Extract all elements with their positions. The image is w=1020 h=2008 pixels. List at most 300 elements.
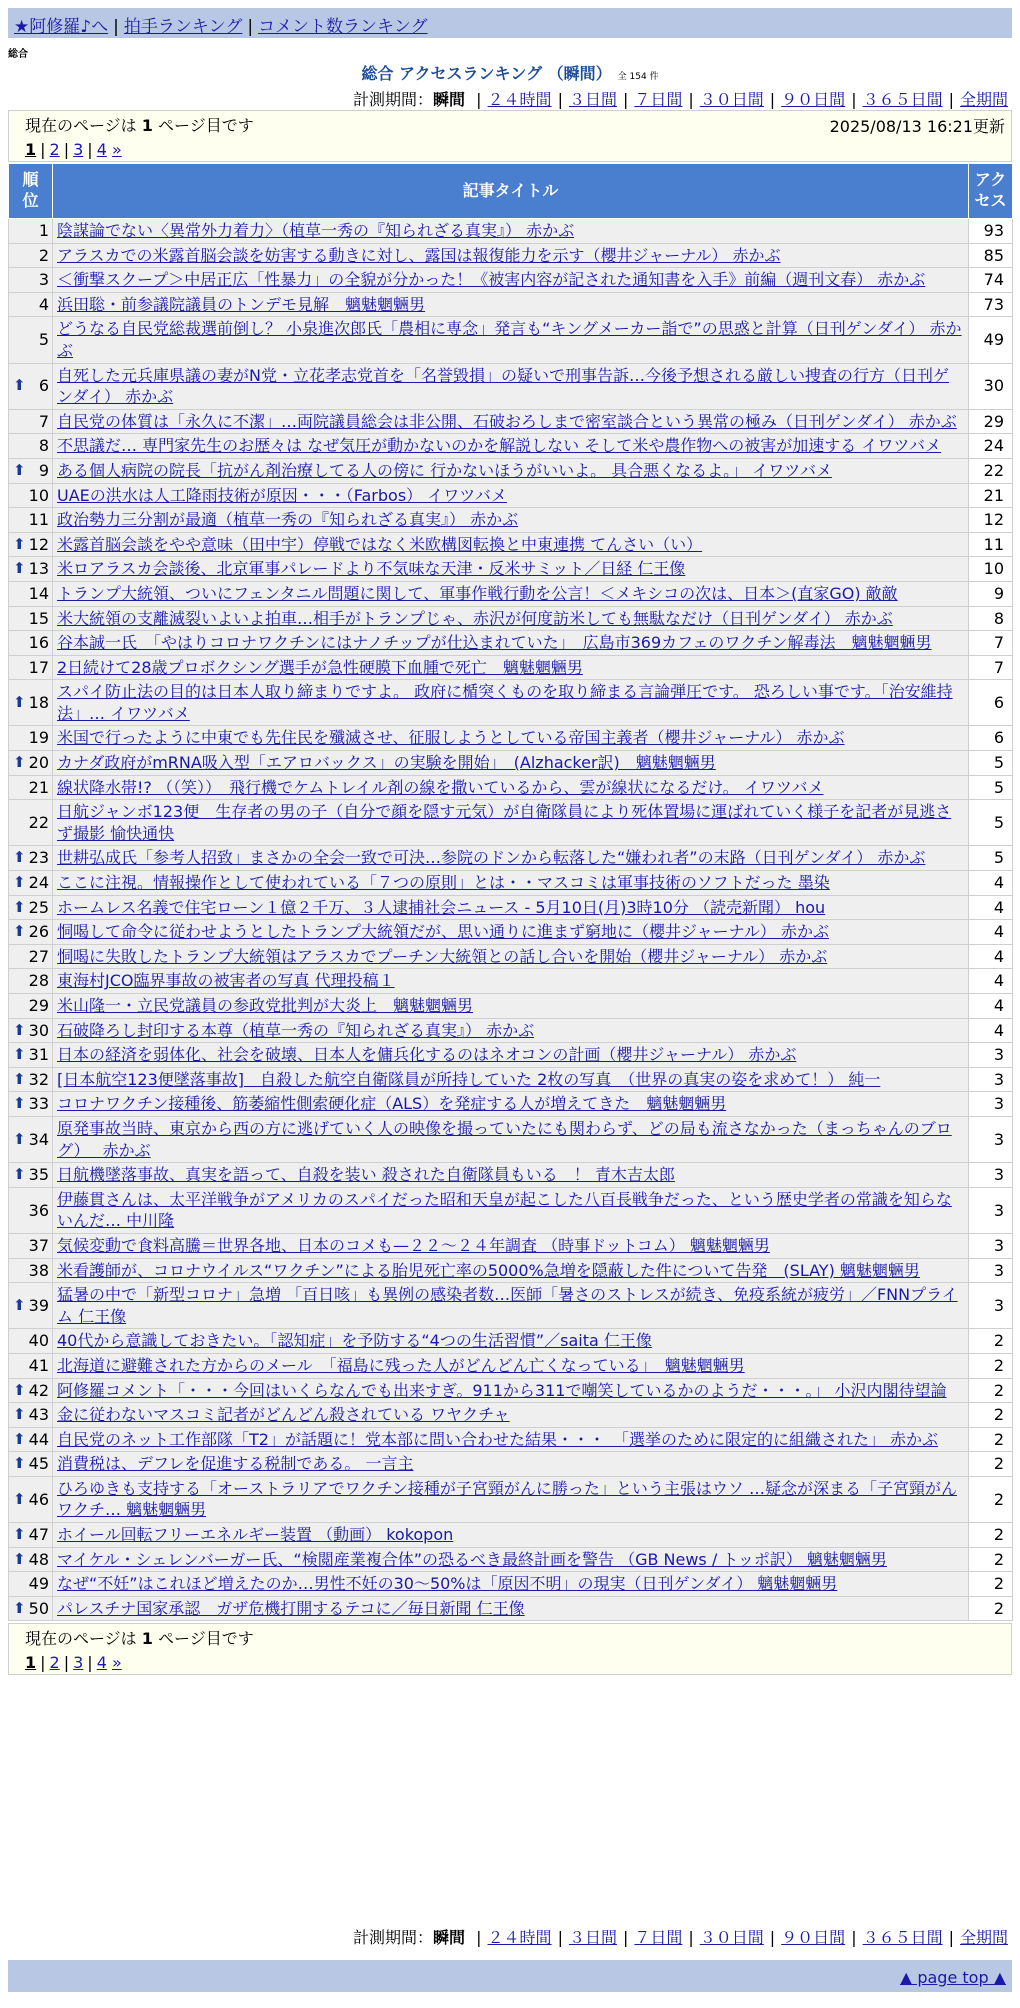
rank-number: 41 — [28, 1355, 49, 1375]
up-arrow-icon: ⬆ — [13, 693, 26, 712]
rank-cell — [9, 1403, 53, 1428]
ranking-body — [9, 219, 1013, 1621]
rank-cell — [9, 409, 53, 434]
table-row — [9, 895, 1013, 920]
article-link[interactable]: アラスカでの米露首脳会談を妨害する動きに対し、露国は報復能力を示す（櫻井ジャーナル） 赤かぶ — [57, 245, 781, 265]
access-count: 2 — [969, 1353, 1013, 1378]
article-link[interactable]: 金に従わないマスコミ記者がどんどん殺されている ワヤクチャ — [57, 1405, 510, 1425]
table-row — [9, 268, 1013, 293]
article-link[interactable]: マイケル・シェレンバーガー氏、“検閲産業複合体”の恐るべき最終計画を警告 （GB News / トッポ訳） 魑魅魍魎男 — [57, 1549, 887, 1569]
rank-cell — [9, 655, 53, 680]
period-option-link[interactable]: ９０日間 — [781, 1928, 846, 1947]
access-count: 9 — [969, 581, 1013, 606]
period-option-link[interactable]: ２４時間 — [487, 1928, 552, 1947]
title-cell — [53, 1452, 969, 1477]
rank-number: 25 — [28, 897, 49, 917]
rank-number: 7 — [38, 411, 49, 431]
period-option-link[interactable]: ２４時間 — [487, 90, 552, 109]
title-cell — [53, 292, 969, 317]
table-row — [9, 775, 1013, 800]
table-row — [9, 1329, 1013, 1354]
rank-cell — [9, 268, 53, 293]
rank-cell — [9, 434, 53, 459]
period-label: 計測期間： — [353, 1928, 434, 1947]
pager-page-link[interactable]: 2 — [49, 1653, 60, 1672]
title-cell — [53, 871, 969, 896]
title-cell — [53, 1018, 969, 1043]
title-cell — [53, 363, 969, 409]
article-link[interactable]: なぜ“不妊”はこれほど増えたのか…男性不妊の30～50%は「原因不明」の現実（日刊ゲンダイ） 魑魅魍魎男 — [57, 1574, 838, 1594]
rank-number: 26 — [28, 922, 49, 942]
updated-timestamp: 2025/08/13 16:21更新 — [829, 117, 1005, 136]
up-arrow-icon: ⬆ — [13, 376, 26, 395]
rank-number: 30 — [28, 1020, 49, 1040]
article-link[interactable]: 伊藤貫さんは、太平洋戦争がアメリカのスパイだった昭和天皇が起こした八百長戦争だった、という歴史学者の常識を知らないんだ… 中川隆 — [57, 1189, 952, 1231]
table-row — [9, 1067, 1013, 1092]
article-link[interactable]: 原発事故当時、東京から西の方に逃げていく人の映像を撮っていたにも関わらず、どの局も流さなかった（まっちゃんのブログ） 赤かぶ — [57, 1118, 952, 1160]
rank-number: 31 — [28, 1045, 49, 1065]
table-row — [9, 1187, 1013, 1233]
title-cell — [53, 775, 969, 800]
rank-number: 28 — [28, 971, 49, 991]
period-option-link[interactable]: 全期間 — [959, 1928, 1008, 1947]
article-link[interactable]: 2日続けて28歳プロボクシング選手が急性硬膜下血腫で死亡 魑魅魍魎男 — [57, 657, 583, 677]
title-cell — [53, 1092, 969, 1117]
rank-cell — [9, 994, 53, 1019]
rank-cell — [9, 1067, 53, 1092]
rank-cell — [9, 1116, 53, 1162]
access-count: 3 — [969, 1116, 1013, 1162]
pager-page-link[interactable]: 4 — [96, 1653, 107, 1672]
rank-cell — [9, 532, 53, 557]
article-link[interactable]: ある個人病院の院長「抗がん剤治療してる人の傍に 行かないほうがいいよ。 具合悪くなるよ。」 イワツバメ — [57, 460, 832, 480]
up-arrow-icon: ⬆ — [13, 1380, 26, 1399]
title-cell — [53, 532, 969, 557]
access-count: 2 — [969, 1427, 1013, 1452]
rank-cell — [9, 483, 53, 508]
title-cell — [53, 1547, 969, 1572]
access-count: 3 — [969, 1043, 1013, 1068]
pager-page-link[interactable]: 3 — [73, 1653, 84, 1672]
article-link[interactable]: 米看護師が、コロナウイルス“ワクチン”による胎児死亡率の5000%急増を隠蔽した件について告発 (SLAY) 魑魅魍魎男 — [57, 1260, 920, 1280]
pager-page-link[interactable]: 2 — [49, 140, 60, 159]
rank-number: 48 — [28, 1549, 49, 1569]
up-arrow-icon: ⬆ — [13, 559, 26, 578]
article-link[interactable]: 米山隆一・立民党議員の参政党批判が大炎上 魑魅魍魎男 — [57, 996, 474, 1015]
table-row — [9, 655, 1013, 680]
title-cell — [53, 944, 969, 969]
table-row — [9, 1572, 1013, 1597]
period-options — [470, 90, 1008, 109]
access-count: 3 — [969, 1187, 1013, 1233]
period-option-link[interactable]: ３日間 — [568, 90, 617, 109]
rank-cell — [9, 1596, 53, 1621]
article-link[interactable]: 40代から意識しておきたい。「認知症」を予防する“4つの生活習慣”／saita 仁王像 — [57, 1331, 652, 1351]
pager-separator: | — [87, 1653, 93, 1672]
access-count: 5 — [969, 846, 1013, 871]
up-arrow-icon: ⬆ — [13, 1295, 26, 1314]
table-row — [9, 1427, 1013, 1452]
access-count: 4 — [969, 1018, 1013, 1043]
article-link[interactable]: コロナワクチン接種後、筋萎縮性側索硬化症（ALS）を発症する人が増えてきた 魑魅魍魎男 — [57, 1094, 727, 1114]
rank-number: 6 — [38, 376, 49, 396]
up-arrow-icon: ⬆ — [13, 1405, 26, 1424]
title-cell — [53, 1258, 969, 1283]
pager-current-page: 1 — [25, 1653, 37, 1672]
rank-cell — [9, 1353, 53, 1378]
article-link[interactable]: 阿修羅コメント「・・・今回はいくらなんでも出来すぎ。911から311で嘲笑しているかのようだ・・・。」 小沢内閣待望論 — [57, 1380, 947, 1400]
rank-cell — [9, 969, 53, 994]
access-count: 2 — [969, 1547, 1013, 1572]
rank-cell — [9, 800, 53, 846]
rank-cell — [9, 1092, 53, 1117]
article-link[interactable]: 自民党の体質は「永久に不潔」…両院議員総会は非公開、石破おろしまで密室談合という異常の極み（日刊ゲンダイ） 赤かぶ — [57, 411, 957, 431]
access-count: 6 — [969, 680, 1013, 726]
title-cell — [53, 631, 969, 656]
category-label: 総合 — [8, 49, 28, 60]
access-count: 22 — [969, 458, 1013, 483]
period-label: 計測期間： — [353, 90, 434, 109]
rank-cell — [9, 1329, 53, 1354]
rank-cell — [9, 1378, 53, 1403]
title-cell — [53, 994, 969, 1019]
period-current: 瞬間 — [433, 90, 466, 109]
access-count: 11 — [969, 532, 1013, 557]
title-cell — [53, 508, 969, 533]
access-count: 4 — [969, 871, 1013, 896]
period-separator: | — [851, 1928, 857, 1947]
table-row — [9, 1547, 1013, 1572]
title-cell — [53, 483, 969, 508]
period-separator: | — [557, 90, 563, 109]
access-count: 4 — [969, 944, 1013, 969]
up-arrow-icon: ⬆ — [13, 1549, 26, 1568]
article-link[interactable]: ここに注視。情報操作として使われている「７つの原則」とは・・マスコミは軍事技術のソフトだった 墨染 — [57, 873, 830, 893]
article-link[interactable]: 陰謀論でない〈異常外力着力〉（植草一秀の『知られざる真実』） 赤かぶ — [57, 221, 575, 240]
article-link[interactable]: 消費税は、デフレを促進する税制である。 一言主 — [57, 1454, 414, 1474]
article-link[interactable]: 恫喝に失敗したトランプ大統領はアラスカでプーチン大統領との話し合いを開始（櫻井ジャーナル） 赤かぶ — [57, 946, 828, 966]
article-link[interactable]: 浜田聡・前参議院議員のトンデモ見解 魑魅魍魎男 — [57, 294, 426, 314]
article-link[interactable]: 東海村JCO臨界事故の被害者の写真 代理投稿１ — [57, 971, 395, 991]
rank-cell — [9, 846, 53, 871]
pager-next-link[interactable]: » — [111, 1653, 122, 1672]
article-link[interactable]: ＜衝撃スクープ＞中居正広「性暴力」の全貌が分かった！《被害内容が記された通知書を入手》前編（週刊文春） 赤かぶ — [57, 270, 926, 290]
access-count: 3 — [969, 1233, 1013, 1258]
comment-ranking-link[interactable]: コメント数ランキング — [258, 17, 428, 37]
table-row — [9, 1092, 1013, 1117]
rank-number: 9 — [38, 460, 49, 480]
up-arrow-icon: ⬆ — [13, 1165, 26, 1184]
rank-number: 10 — [28, 485, 49, 505]
access-count: 12 — [969, 508, 1013, 533]
rank-cell — [9, 508, 53, 533]
up-arrow-icon: ⬆ — [13, 1525, 26, 1544]
access-count: 74 — [969, 268, 1013, 293]
rank-cell — [9, 1283, 53, 1329]
access-count: 2 — [969, 1476, 1013, 1522]
title-cell — [53, 1283, 969, 1329]
access-count: 3 — [969, 1092, 1013, 1117]
article-link[interactable]: 世耕弘成氏「参考人招致」まさかの全会一致で可決…参院のドンから転落した“嫌われ者”の末路（日刊ゲンダイ） 赤かぶ — [57, 848, 926, 868]
table-row — [9, 1452, 1013, 1477]
table-row — [9, 1043, 1013, 1068]
article-link[interactable]: [日本航空123便墜落事故] 自殺した航空自衛隊員が所持していた 2枚の写真 （世界の真実の姿を求めて！） 純一 — [57, 1069, 881, 1089]
title-cell — [53, 969, 969, 994]
article-link[interactable]: 恫喝して命令に従わせようとしたトランプ大統領だが、思い通りに進まず窮地に（櫻井ジャーナル） 赤かぶ — [57, 922, 829, 942]
access-count: 4 — [969, 969, 1013, 994]
article-link[interactable]: 谷本誠一氏 「やはりコロナワクチンにはナノチップが仕込まれていた」 広島市369カフェのワクチン解毒法 魑魅魍魎男 — [57, 633, 932, 653]
pager-page-link[interactable]: 4 — [96, 140, 107, 159]
up-arrow-icon: ⬆ — [13, 1598, 26, 1617]
article-link[interactable]: どうなる自民党総裁選前倒し？ 小泉進次郎氏「農相に専念」発言も“キングメーカー詣で”の思惑と計算（日刊ゲンダイ） 赤かぶ — [57, 319, 962, 360]
access-count: 4 — [969, 994, 1013, 1019]
rank-number: 3 — [38, 270, 49, 290]
table-row — [9, 846, 1013, 871]
period-separator: | — [476, 1928, 482, 1947]
article-link[interactable]: 米国で行ったように中東でも先住民を殲滅させ、征服しようとしている帝国主義者（櫻井ジャーナル） 赤かぶ — [57, 728, 845, 748]
rank-number: 35 — [28, 1165, 49, 1185]
up-arrow-icon: ⬆ — [13, 848, 26, 867]
up-arrow-icon: ⬆ — [13, 1020, 26, 1039]
ranking-title: 総合 アクセスランキング （瞬間） — [361, 64, 612, 83]
table-row — [9, 680, 1013, 726]
period-option-link[interactable]: ９０日間 — [781, 90, 846, 109]
rank-number: 13 — [28, 559, 49, 579]
period-option-link[interactable]: ７日間 — [634, 90, 683, 109]
rank-header: 順 位 — [9, 164, 53, 219]
access-count: 24 — [969, 434, 1013, 459]
table-row — [9, 1378, 1013, 1403]
current-page-text: 現在のページは 1 ページ目です — [25, 1629, 254, 1648]
period-separator: | — [948, 90, 954, 109]
rank-cell — [9, 606, 53, 631]
rank-number: 23 — [28, 848, 49, 868]
rank-number: 39 — [28, 1295, 49, 1315]
up-arrow-icon: ⬆ — [13, 1069, 26, 1088]
title-cell — [53, 895, 969, 920]
access-count: 8 — [969, 606, 1013, 631]
up-arrow-icon: ⬆ — [13, 1429, 26, 1448]
rank-number: 21 — [28, 777, 49, 797]
title-cell — [53, 1116, 969, 1162]
article-link[interactable]: 日航機墜落事故、真実を語って、自殺を装い 殺された自衛隊員もいる ！ 青木吉太郎 — [57, 1165, 675, 1185]
period-current: 瞬間 — [433, 1928, 466, 1947]
rank-number: 24 — [28, 873, 49, 893]
title-cell — [53, 1187, 969, 1233]
period-separator: | — [622, 90, 629, 109]
article-link[interactable]: 石破降ろし封印する本尊（植草一秀の『知られざる真実』） 赤かぶ — [57, 1020, 535, 1040]
access-count: 4 — [969, 895, 1013, 920]
period-options — [470, 1928, 1008, 1947]
rank-cell — [9, 871, 53, 896]
title-cell — [53, 243, 969, 268]
table-row — [9, 969, 1013, 994]
pager-separator: | — [40, 140, 46, 159]
article-link[interactable]: ホイール回転フリーエネルギー装置 （動画） kokopon — [57, 1525, 454, 1545]
nav-separator: | — [113, 17, 119, 37]
rank-number: 45 — [28, 1454, 49, 1474]
title-cell — [53, 1572, 969, 1597]
access-count: 2 — [969, 1596, 1013, 1621]
rank-cell — [9, 243, 53, 268]
rank-cell — [9, 1043, 53, 1068]
rank-cell — [9, 557, 53, 582]
access-count: 2 — [969, 1329, 1013, 1354]
access-count: 3 — [969, 1258, 1013, 1283]
rank-number: 14 — [28, 583, 49, 603]
pager — [25, 1653, 995, 1672]
rank-cell — [9, 1163, 53, 1188]
table-row — [9, 243, 1013, 268]
table-row — [9, 1258, 1013, 1283]
article-link[interactable]: 自死した元兵庫県議の妻がN党・立花孝志党首を「名誉毀損」の疑いで刑事告訴…今後予想される厳しい捜査の行方（日刊ゲンダイ） 赤かぶ — [57, 365, 949, 407]
title-cell — [53, 1163, 969, 1188]
pager-next-link[interactable]: » — [111, 140, 122, 159]
period-option-link[interactable]: ３６５日間 — [862, 90, 943, 109]
applause-ranking-link[interactable]: 拍手ランキング — [123, 17, 243, 37]
page-top-link[interactable]: ▲ page top ▲ — [899, 1968, 1006, 1987]
period-separator: | — [769, 90, 776, 109]
access-count: 2 — [969, 1378, 1013, 1403]
pager-page-link[interactable]: 3 — [73, 140, 84, 159]
period-option-link[interactable]: ７日間 — [634, 1928, 683, 1947]
title-cell — [53, 1476, 969, 1522]
pager — [25, 140, 995, 159]
rank-number: 5 — [38, 330, 49, 350]
article-link[interactable]: 北海道に避難された方からのメール 「福島に残った人がどんどん亡くなっている」 魑魅魍魎男 — [57, 1355, 745, 1375]
article-link[interactable]: パレスチナ国家承認 ガザ危機打開するテコに／毎日新聞 仁王像 — [57, 1598, 525, 1618]
article-link[interactable]: UAEの洪水は人工降雨技術が原因・・・（Farbos） イワツバメ — [57, 485, 507, 505]
access-count: 5 — [969, 800, 1013, 846]
pager-separator: | — [63, 1653, 70, 1672]
rank-cell — [9, 1452, 53, 1477]
rank-number: 46 — [28, 1489, 49, 1509]
period-separator: | — [948, 1928, 954, 1947]
table-row — [9, 532, 1013, 557]
access-count: 3 — [969, 1283, 1013, 1329]
article-link[interactable]: 米ロアラスカ会談後、北京軍事パレードより不気味な天津・反米サミット／日経 仁王像 — [57, 559, 686, 579]
up-arrow-icon: ⬆ — [13, 897, 26, 916]
article-link[interactable]: スパイ防止法の目的は日本人取り締まりですよ。 政府に楯突くものを取り締まる言論弾圧です。 恐ろしい事です。「治安維持法」… イワツバメ — [57, 682, 953, 723]
ranking-table — [8, 163, 1013, 1621]
title-cell — [53, 1427, 969, 1452]
access-count: 3 — [969, 1163, 1013, 1188]
article-link[interactable]: ひろゆきも支持する「オーストラリアでワクチン接種が子宮頸がんに勝った」という主張はウソ …疑念が深まる「子宮頸がんワクチ… 魑魅魍魎男 — [57, 1478, 957, 1520]
table-row — [9, 1353, 1013, 1378]
table-row — [9, 1403, 1013, 1428]
period-option-link[interactable]: ３日間 — [568, 1928, 617, 1947]
rank-cell — [9, 1572, 53, 1597]
up-arrow-icon: ⬆ — [13, 1129, 26, 1148]
period-option-link[interactable]: ３０日間 — [699, 1928, 764, 1947]
table-row — [9, 606, 1013, 631]
article-link[interactable]: ホームレス名義で住宅ローン１億２千万、３人逮捕社会ニュース - 5月10日(月)3時10分 （読売新聞） hou — [57, 897, 826, 917]
up-arrow-icon: ⬆ — [13, 922, 26, 941]
top-navigation-bar — [8, 8, 1012, 38]
rank-number: 36 — [28, 1200, 49, 1220]
rank-cell — [9, 775, 53, 800]
article-link[interactable]: 米大統領の支離滅裂いよいよ拍車…相手がトランプじゃ、赤沢が何度訪米しても無駄なだけ（日刊ゲンダイ） 赤かぶ — [57, 608, 893, 628]
table-row — [9, 1116, 1013, 1162]
period-separator: | — [622, 1928, 629, 1947]
access-count: 2 — [969, 1403, 1013, 1428]
article-link[interactable]: カナダ政府がmRNA吸入型「エアロバックス」の実験を開始」 (Alzhacker訳) 魑魅魍魎男 — [57, 753, 716, 773]
rank-number: 18 — [28, 693, 49, 713]
table-row — [9, 1163, 1013, 1188]
table-row — [9, 483, 1013, 508]
title-cell — [53, 726, 969, 751]
access-count: 7 — [969, 631, 1013, 656]
access-count: 7 — [969, 655, 1013, 680]
up-arrow-icon: ⬆ — [13, 1454, 26, 1473]
period-option-link[interactable]: ３０日間 — [699, 90, 764, 109]
pager-separator: | — [63, 140, 70, 159]
access-count: 4 — [969, 920, 1013, 945]
access-count: 3 — [969, 1067, 1013, 1092]
table-row — [9, 581, 1013, 606]
home-link[interactable]: ★阿修羅♪へ — [14, 17, 109, 37]
article-link[interactable]: 日航ジャンボ123便 生存者の男の子（自分で顔を隠す元気）が自衛隊員により死体置場に運ばれていく様子を記者が見逃さず撮影 愉快通快 — [57, 802, 952, 843]
rank-cell — [9, 317, 53, 363]
rank-number: 2 — [38, 245, 49, 265]
article-link[interactable]: トランプ大統領、ついにフェンタニル問題に関して、軍事作戦行動を公言！＜メキシコの次は、日本＞(直家GO) 敵敵 — [57, 583, 898, 603]
rank-cell — [9, 1476, 53, 1522]
article-link[interactable]: 自民党のネット工作部隊「T2」が話題に！党本部に問い合わせた結果・・・ 「選挙のために限定的に組織された」 赤かぶ — [57, 1429, 939, 1449]
table-row — [9, 944, 1013, 969]
access-count: 2 — [969, 1452, 1013, 1477]
rank-number: 16 — [28, 633, 49, 653]
period-selector-top — [353, 87, 1008, 110]
rank-number: 40 — [28, 1331, 49, 1351]
rank-cell — [9, 219, 53, 244]
pager-separator: | — [87, 140, 93, 159]
table-row — [9, 508, 1013, 533]
rank-cell — [9, 1523, 53, 1548]
rank-cell — [9, 631, 53, 656]
article-link[interactable]: 猛暑の中で「新型コロナ」急増 「百日咳」も異例の感染者数…医師「暑さのストレスが続き、免疫系統が疲労」／FNNプライム 仁王像 — [57, 1285, 958, 1326]
rank-cell — [9, 680, 53, 726]
article-link[interactable]: 不思議だ… 専門家先生のお歴々は なぜ気圧が動かないのかを解説しない そして米や農作物への被害が加速する イワツバメ — [57, 436, 942, 456]
period-option-link[interactable]: ３６５日間 — [862, 1928, 943, 1947]
article-link[interactable]: 米露首脳会談をやや意味（田中宇）停戦ではなく米欧構図転換と中東連携 てんさい（い） — [57, 534, 703, 554]
title-cell — [53, 920, 969, 945]
article-link[interactable]: 線状降水帯!? （（笑）） 飛行機でケムトレイル剤の線を撒いているから、雲が線状になるだけ。 イワツバメ — [57, 777, 824, 797]
access-count: 49 — [969, 317, 1013, 363]
up-arrow-icon: ⬆ — [13, 460, 26, 479]
title-cell — [53, 557, 969, 582]
rank-cell — [9, 1018, 53, 1043]
article-link[interactable]: 気候変動で食料高騰＝世界各地、日本のコメも—２２～２４年調査 （時事ドットコム） 魑魅魍魎男 — [57, 1235, 770, 1255]
rank-cell — [9, 726, 53, 751]
rank-cell — [9, 1187, 53, 1233]
table-row — [9, 292, 1013, 317]
article-link[interactable]: 日本の経済を弱体化、社会を破壊、日本人を傭兵化するのはネオコンの計画（櫻井ジャーナル） 赤かぶ — [57, 1045, 797, 1065]
access-count: 93 — [969, 219, 1013, 244]
title-cell — [53, 1233, 969, 1258]
title-cell — [53, 1067, 969, 1092]
table-row — [9, 1476, 1013, 1522]
title-cell — [53, 317, 969, 363]
table-row — [9, 363, 1013, 409]
access-count: 29 — [969, 409, 1013, 434]
table-row — [9, 317, 1013, 363]
article-link[interactable]: 政治勢力三分割が最適（植草一秀の『知られざる真実』） 赤かぶ — [57, 510, 519, 530]
period-option-link[interactable]: 全期間 — [959, 90, 1008, 109]
table-row — [9, 800, 1013, 846]
period-separator: | — [688, 90, 694, 109]
rank-number: 15 — [28, 608, 49, 628]
title-cell — [53, 655, 969, 680]
